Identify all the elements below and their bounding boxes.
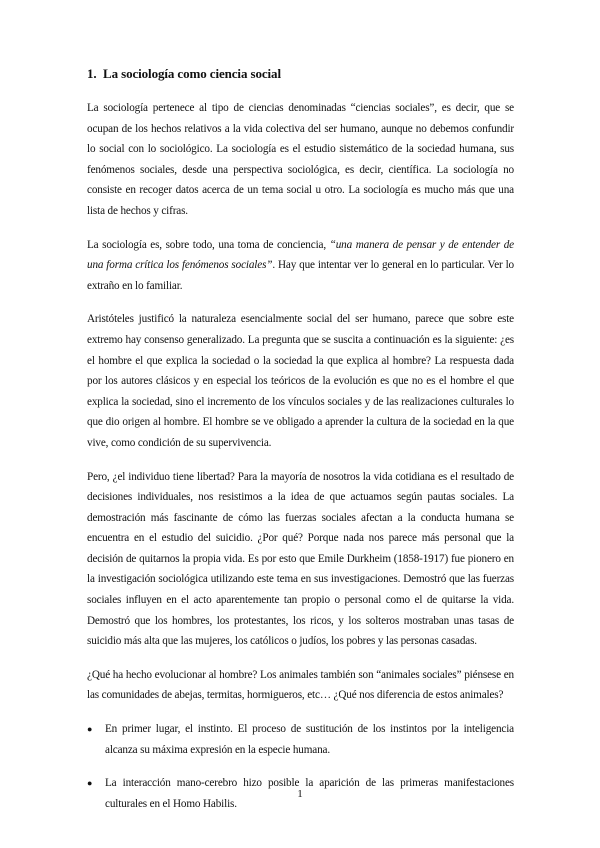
bullet-list bbox=[87, 719, 514, 814]
section-heading bbox=[87, 66, 514, 82]
bullet-icon: ● bbox=[87, 778, 93, 789]
paragraph-2-rest: . Hay que intentar ver lo general en lo particular. Ver lo extraño en lo familiar. bbox=[87, 259, 515, 292]
paragraph-2-quote: “una manera de pensar y de entender de una forma crítica los fenómenos sociales” bbox=[87, 238, 514, 272]
section-number: 1. bbox=[87, 66, 97, 81]
list-item-text: La interacción mano-cerebro hizo posible la aparición de las primeras manifestaciones culturales en el Homo Habilis. bbox=[105, 777, 514, 810]
section-title: La sociología como ciencia social bbox=[103, 66, 281, 81]
paragraph-1: La sociología pertenece al tipo de ciencias denominadas “ciencias sociales”, es decir, que se ocupan de los hechos relativos a la vida colectiva del ser humano, aunque no debemos confundir lo social con lo sociológico. La sociología es el estudio sistemático de la sociedad humana, sus fenómenos sociales, desde una perspectiva sociológica, es decir, científica. La sociología no consiste en recoger datos acerca de un tema social u otro. La sociología es mucho más que una lista de hechos y cifras. bbox=[87, 102, 514, 217]
bullet-icon: ● bbox=[87, 724, 93, 735]
page-number: 1 bbox=[297, 788, 303, 800]
list-item bbox=[87, 719, 514, 760]
paragraph-2-intro: La sociología es, sobre todo, una toma de conciencia, bbox=[87, 238, 330, 251]
paragraph-5: ¿Qué ha hecho evolucionar al hombre? Los animales también son “animales sociales” piénsese en las comunidades de abejas, termitas, hormigueros, etc… ¿Qué nos diferencia de estos animales? bbox=[87, 668, 514, 702]
page-content bbox=[87, 66, 514, 827]
paragraph-3: Aristóteles justificó la naturaleza esencialmente social del ser humano, parece que sobre este extremo hay consenso generalizado. La pregunta que se suscita a continuación es la siguiente: ¿es el hombre el que explica la sociedad o la sociedad la que explica al hombre? La respuesta dada por los autores clásicos y en especial los teóricos de la evolución es que no es el hombre el que explica la sociedad, sino el incremento de los vínculos sociales y de las realizaciones culturales lo que dio origen al hombre. El hombre se ve obligado a aprender la cultura de la sociedad en la que vive, como condición de su supervivencia. bbox=[87, 313, 514, 449]
list-item-text: En primer lugar, el instinto. El proceso de sustitución de los instintos por la inteligencia alcanza su máxima expresión en la especie humana. bbox=[105, 723, 514, 756]
paragraph-4: Pero, ¿el individuo tiene libertad? Para la mayoría de nosotros la vida cotidiana es el resultado de decisiones individuales, nos resistimos a la idea de que actuamos según pautas sociales. La demostración más fascinante de cómo las fuerzas sociales afectan a la conducta humana se encuentra en el estudio del suicidio. ¿Por qué? Porque nada nos parece más personal que la decisión de quitarnos la propia vida. Es por esto que Emile Durkheim (1858-1917) fue pionero en la investigación sociológica utilizando este tema en sus investigaciones. Demostró que las fuerzas sociales influyen en el acto aparentemente tan propio o personal como el de quitarse la vida. Demostró que los hombres, los protestantes, los ricos, y los solteros mostraban unas tasas de suicidio más alta que las mujeres, los católicos o judíos, los pobres y las personas casadas. bbox=[87, 470, 514, 648]
paragraph-2 bbox=[87, 235, 514, 297]
